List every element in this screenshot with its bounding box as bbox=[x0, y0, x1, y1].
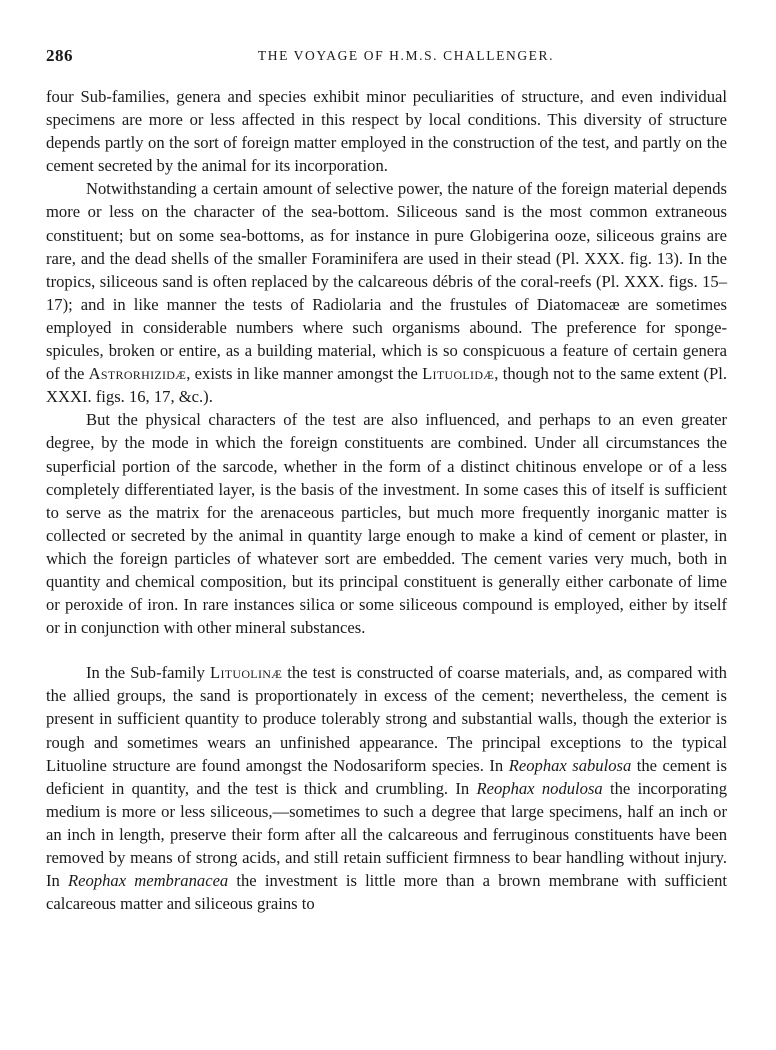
body-text bbox=[46, 85, 727, 915]
paragraph-1-text: four Sub-families, genera and species exhibit minor peculiarities of structure, and even individual specimens are more or less affected in this respect by local conditions. This diversity of structure depends partly on the sort of foreign matter employed in the construction of the test, and partly on the cement secreted by the animal for its incorporation. bbox=[46, 87, 727, 176]
taxon-astrorhizidae: Astrorhizidæ bbox=[88, 364, 187, 384]
taxon-lituolidae: Lituolidæ bbox=[422, 364, 495, 384]
paragraph-4-text-b: the test is constructed of coarse materials, and, as compared with the allied groups, the sand is proportionately in excess of the cement; nevertheless, the cement is present in sufficient quantity to produce tolerably strong and substantial walls, though the exterior is rough and sometimes wears an unfinished appearance. The principal exceptions to the typical Lituoline structure are found amongst the Nodosariform species. In bbox=[46, 663, 727, 775]
paragraph-2 bbox=[46, 177, 727, 408]
paragraph-4-text-e: the investment is little more than a brown membrane with sufficient calcareous matter and siliceous grains to bbox=[46, 871, 727, 914]
species-reophax-sabulosa: Reophax sabulosa bbox=[508, 755, 632, 775]
paragraph-3 bbox=[46, 408, 727, 639]
paragraph-4-text-a: In the Sub-family bbox=[86, 663, 211, 683]
species-reophax-nodulosa: Reophax nodulosa bbox=[476, 778, 603, 798]
running-title: THE VOYAGE OF H.M.S. CHALLENGER. bbox=[257, 48, 555, 63]
paragraph-2-text-b: , exists in like manner amongst the bbox=[186, 364, 423, 384]
paragraph-3-text: But the physical characters of the test are also influenced, and perhaps to an even greater degree, by the mode in which the foreign constituents are combined. Under all circumstances the superficial portion of the sarcode, whether in the form of a distinct chitinous envelope or of a less completely differentiated layer, is the basis of the investment. In some cases this of itself is sufficient to serve as the matrix for the arenaceous particles, but much more frequently inorganic matter is collected or secreted by the animal in quantity large enough to make a kind of cement or plaster, in which the foreign particles of whatever sort are embedded. The cement varies very much, both in quantity and chemical composition, but its principal constituent is generally either carbonate of lime or peroxide of iron. In rare instances silica or some siliceous compound is employed, either by itself or in conjunction with other mineral substances. bbox=[46, 410, 727, 638]
paragraph-4-text-c: the cement is deficient in quantity, and the test is thick and crumbling. In bbox=[46, 755, 727, 798]
paragraph-2-text-a: Notwithstanding a certain amount of selective power, the nature of the foreign material depends more or less on the character of the sea-bottom. Siliceous sand is the most common extraneous constituent; but on some sea-bottoms, as for instance in pure Globigerina ooze, siliceous grains are rare, and the dead shells of the smaller Foraminifera are used in their stead (Pl. XXX. fig. 13). In the tropics, siliceous sand is often replaced by the calcareous débris of the coral-reefs (Pl. XXX. figs. 15–17); and in like manner the tests of Radiolaria and the frustules of Diatomaceæ are sometimes employed in considerable numbers where such organisms abound. The preference for sponge-spicules, broken or entire, as a building material, which is so conspicuous a feature of certain genera of the bbox=[46, 179, 727, 384]
taxon-lituolinae: Lituolinæ bbox=[210, 663, 283, 683]
page-header bbox=[46, 46, 726, 70]
page-number: 286 bbox=[46, 46, 73, 65]
paragraph-2-text-c: , though not to the same extent (Pl. XXXI. figs. 16, 17, &c.). bbox=[46, 364, 727, 407]
species-reophax-membranacea: Reophax membranacea bbox=[68, 871, 229, 891]
paragraph-4 bbox=[46, 661, 727, 915]
paragraph-1 bbox=[46, 85, 727, 177]
paragraph-4-text-d: the incorporating medium is more or less siliceous,—sometimes to such a degree that large specimens, half an inch or an inch in length, preserve their form after all the calcareous and ferruginous constituents have been removed by means of strong acids, and still retain sufficient firmness to bear handling without injury. In bbox=[46, 778, 727, 891]
